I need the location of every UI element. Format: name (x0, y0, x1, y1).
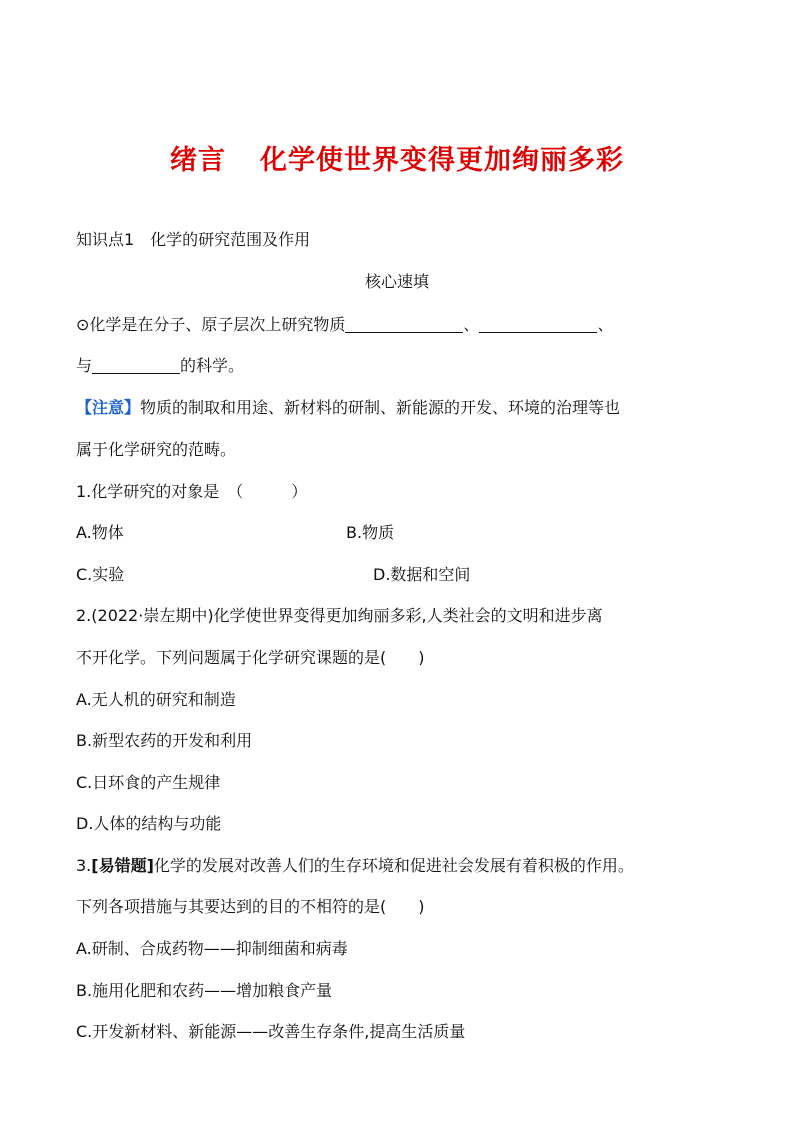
fill-in-line-2 (76, 355, 244, 377)
q2-stem-line2: 不开化学。下列问题属于化学研究课题的是( ) (76, 648, 425, 667)
fill-in-line-1 (76, 314, 613, 336)
note-text-1: 物质的制取和用途、新材料的研制、新能源的开发、环境的治理等也 (140, 398, 621, 417)
q3-option-a: A.研制、合成药物——抑制细菌和病毒 (76, 939, 348, 958)
q1-option-b: B.物质 (346, 523, 395, 542)
page-title (0, 138, 794, 177)
q2-option-c: C.日环食的产生规律 (76, 773, 221, 792)
q2-option-d: D.人体的结构与功能 (76, 814, 222, 833)
q3-stem-line1 (76, 855, 634, 877)
q2-stem-line1: 2.(2022·崇左期中)化学使世界变得更加绚丽多彩,人类社会的文明和进步离 (76, 606, 603, 625)
fill-line2-suffix: 的科学。 (180, 356, 245, 375)
note-line-1 (76, 397, 620, 419)
fill-sep2: 、 (597, 315, 614, 334)
q3-error-prone-tag: [易错题] (91, 856, 154, 875)
title-part1: 绪言 (170, 145, 226, 176)
q1-option-d: D.数据和空间 (373, 565, 471, 584)
blank-1 (345, 314, 463, 333)
fill-line2-prefix: 与 (76, 356, 93, 375)
fill-prefix: ⊙化学是在分子、原子层次上研究物质 (76, 315, 346, 334)
knowledge-point: 知识点1 化学的研究范围及作用 (76, 230, 311, 249)
blank-3 (92, 355, 180, 374)
fill-sep1: 、 (463, 315, 480, 334)
section-heading: 核心速填 (364, 272, 429, 291)
q3-stem-line2: 下列各项措施与其要达到的目的不相符的是( ) (76, 897, 425, 916)
blank-2 (479, 314, 597, 333)
note-line-2: 属于化学研究的范畴。 (76, 440, 237, 459)
q1-option-a: A.物体 (76, 523, 124, 542)
q1-stem: 1.化学研究的对象是 （ ） (76, 482, 308, 501)
q2-option-a: A.无人机的研究和制造 (76, 690, 236, 709)
note-tag: 【注意】 (76, 398, 141, 417)
q3-option-b: B.施用化肥和农药——增加粮食产量 (76, 981, 333, 1000)
q1-option-c: C.实验 (76, 565, 125, 584)
q3-number: 3. (76, 856, 92, 875)
q3-option-c: C.开发新材料、新能源——改善生存条件,提高生活质量 (76, 1022, 466, 1041)
q2-option-b: B.新型农药的开发和利用 (76, 731, 253, 750)
q3-stem-text: 化学的发展对改善人们的生存环境和促进社会发展有着积极的作用。 (153, 856, 634, 875)
title-part2: 化学使世界变得更加绚丽多彩 (260, 145, 624, 176)
